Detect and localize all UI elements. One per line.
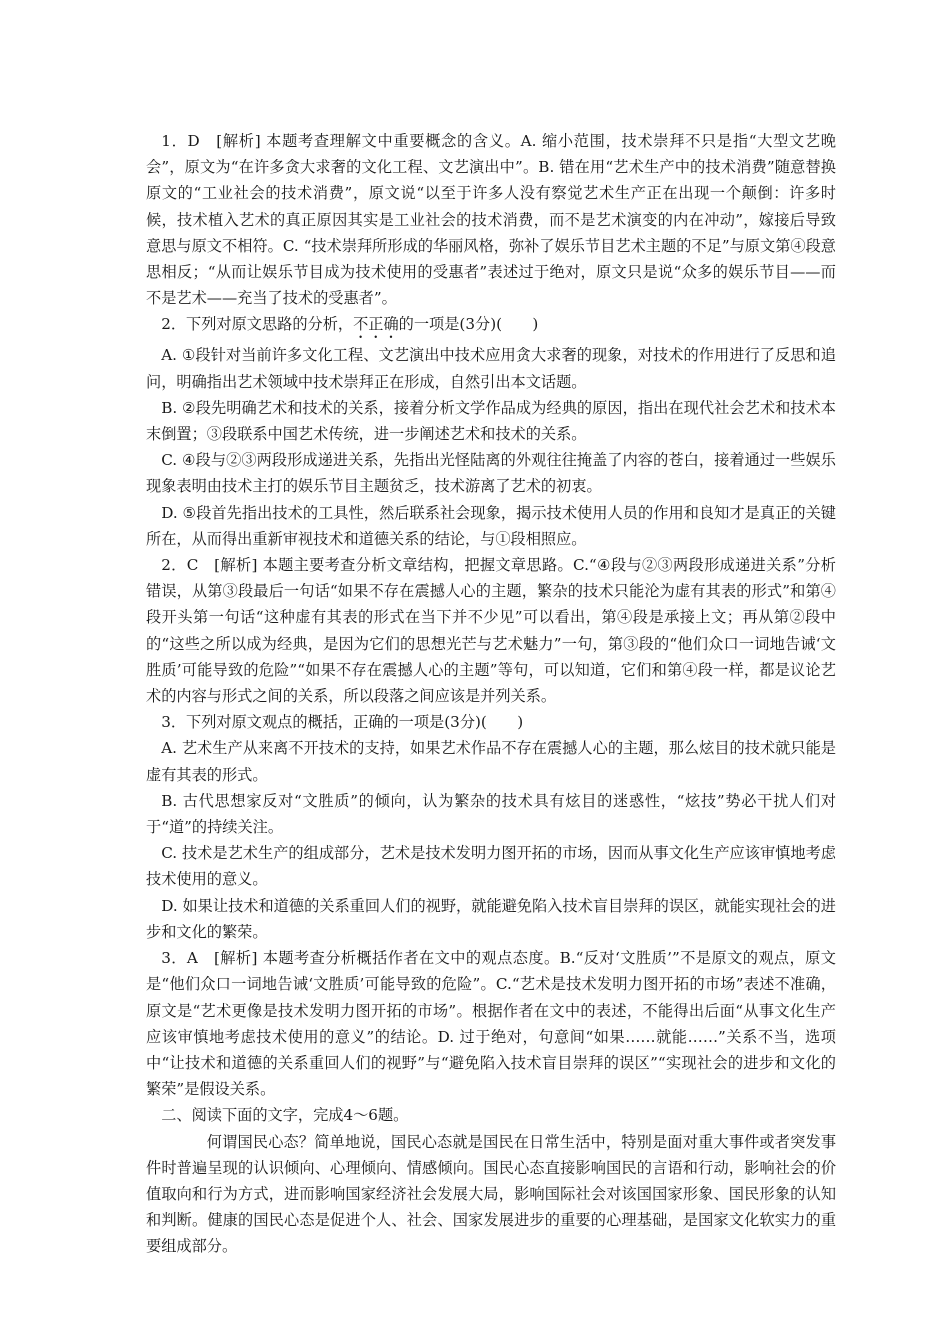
question-2-stem-pre: 2．下列对原文思路的分析， [161,315,354,334]
question-2-stem-post: 的一项是(3分)( ) [398,315,539,334]
question-3-option-b: B. 古代思想家反对“文胜质”的倾向，认为繁杂的技术具有炫目的迷惑性，“炫技”势必干扰人们对于“道”的持续关注。 [146,791,836,837]
question-3-option-a: A. 艺术生产从来离不开技术的支持，如果艺术作品不存在震撼人心的主题，那么炫目的技术就只能是虚有其表的形式。 [146,739,836,784]
question-2-stem [146,311,836,342]
answer-1-explanation: 1．D [解析] 本题考查理解文中重要概念的含义。A. 缩小范围，技术崇拜不只是指“大型文艺晚会”，原文为“在许多贪大求奢的文化工程、文艺演出中”。B. 错在用“艺术生产中的技术消费”随意替换原文的“工业社会的技术消费”，原文说“以至于许多人没有察觉艺术生产正在出现一个颠倒：许多时候，技术植入艺术的真正原因其实是工业社会的技术消费，而不是艺术演变的内在冲动”，嫁接后导致意思与原文不相符。C. “技术崇拜所形成的华丽风格，弥补了娱乐节目艺术主题的不足”与原文第④段意思相反；“从而让娱乐节目成为技术使用的受惠者”表述过于绝对，原文只是说“众多的娱乐节目——而不是艺术——充当了技术的受惠者”。 [146,132,836,308]
reading-passage-paragraph: 何谓国民心态？简单地说，国民心态就是国民在日常生活中，特别是面对重大事件或者突发事件时普遍呈现的认识倾向、心理倾向、情感倾向。国民心态直接影响国民的言语和行动，影响社会的价值取向和行为方式，进而影响国家经济社会发展大局，影响国际社会对该国国家形象、国民形象的认知和判断。健康的国民心态是促进个人、社会、国家发展进步的重要的心理基础，是国家文化软实力的重要组成部分。 [146,1132,836,1256]
question-3-option-d: D. 如果让技术和道德的关系重回人们的视野，就能避免陷入技术盲目崇拜的误区，就能实现社会的进步和文化的繁荣。 [146,896,836,941]
document-page [146,128,836,1260]
question-3-option-c: C. 技术是艺术生产的组成部分，艺术是技术发明力图开拓的市场，因而从事文化生产应该审慎地考虑技术使用的意义。 [146,844,836,889]
section-2-heading: 二、阅读下面的文字，完成4～6题。 [161,1106,409,1125]
question-2-option-c: C. ④段与②③两段形成递进关系，先指出光怪陆离的外观往往掩盖了内容的苍白，接着通过一些娱乐现象表明由技术主打的娱乐节目主题贫乏，技术游离了艺术的初衷。 [146,451,836,496]
answer-3-explanation: 3．A [解析] 本题考查分析概括作者在文中的观点态度。B.“反对‘文胜质’”不是原文的观点，原文是“他们众口一词地告诫‘文胜质’可能导致的危险”。C.“艺术是技术发明力图开拓的市场”表述不准确，原文是“艺术更像是技术发明力图开拓的市场”。根据作者在文中的表述，不能得出后面“从事文化生产应该审慎地考虑技术使用的意义”的结论。D. 过于绝对，句意间“如果……就能……”关系不当，选项中“让技术和道德的关系重回人们的视野”与“避免陷入技术盲目崇拜的误区”“实现社会的进步和文化的繁荣”是假设关系。 [146,949,836,1099]
question-2-option-a: A. ①段针对当前许多文化工程、文艺演出中技术应用贪大求奢的现象，对技术的作用进行了反思和追问，明确指出艺术领域中技术崇拜正在形成，自然引出本文话题。 [146,346,836,391]
question-2-option-d: D. ⑤段首先指出技术的工具性，然后联系社会现象，揭示技术使用人员的作用和良知才是真正的关键所在，从而得出重新审视技术和道德关系的结论，与①段相照应。 [146,503,836,548]
question-2-option-b: B. ②段先明确艺术和技术的关系，接着分析文学作品成为经典的原因，指出在现代社会艺术和技术本末倒置；③段联系中国艺术传统，进一步阐述艺术和技术的关系。 [146,398,836,444]
answer-2-explanation: 2．C [解析] 本题主要考查分析文章结构，把握文章思路。C.“④段与②③两段形成递进关系”分析错误，从第③段最后一句话“如果不存在震撼人心的主题，繁杂的技术只能沦为虚有其表的形式”和第④段开头第一句话“这种虚有其表的形式在当下并不少见”可以看出，第④段是承接上文；再从第②段中的“这些之所以成为经典，是因为它们的思想光芒与艺术魅力”一句，第③段的“他们众口一词地告诫‘文胜质’可能导致的危险”“如果不存在震撼人心的主题”等句，可以知道，它们和第④段一样，都是议论艺术的内容与形式之间的关系，所以段落之间应该是并列关系。 [146,556,836,706]
question-2-emphasis: 不正确 [353,315,399,334]
question-3-stem: 3．下列对原文观点的概括，正确的一项是(3分)( ) [161,713,524,732]
